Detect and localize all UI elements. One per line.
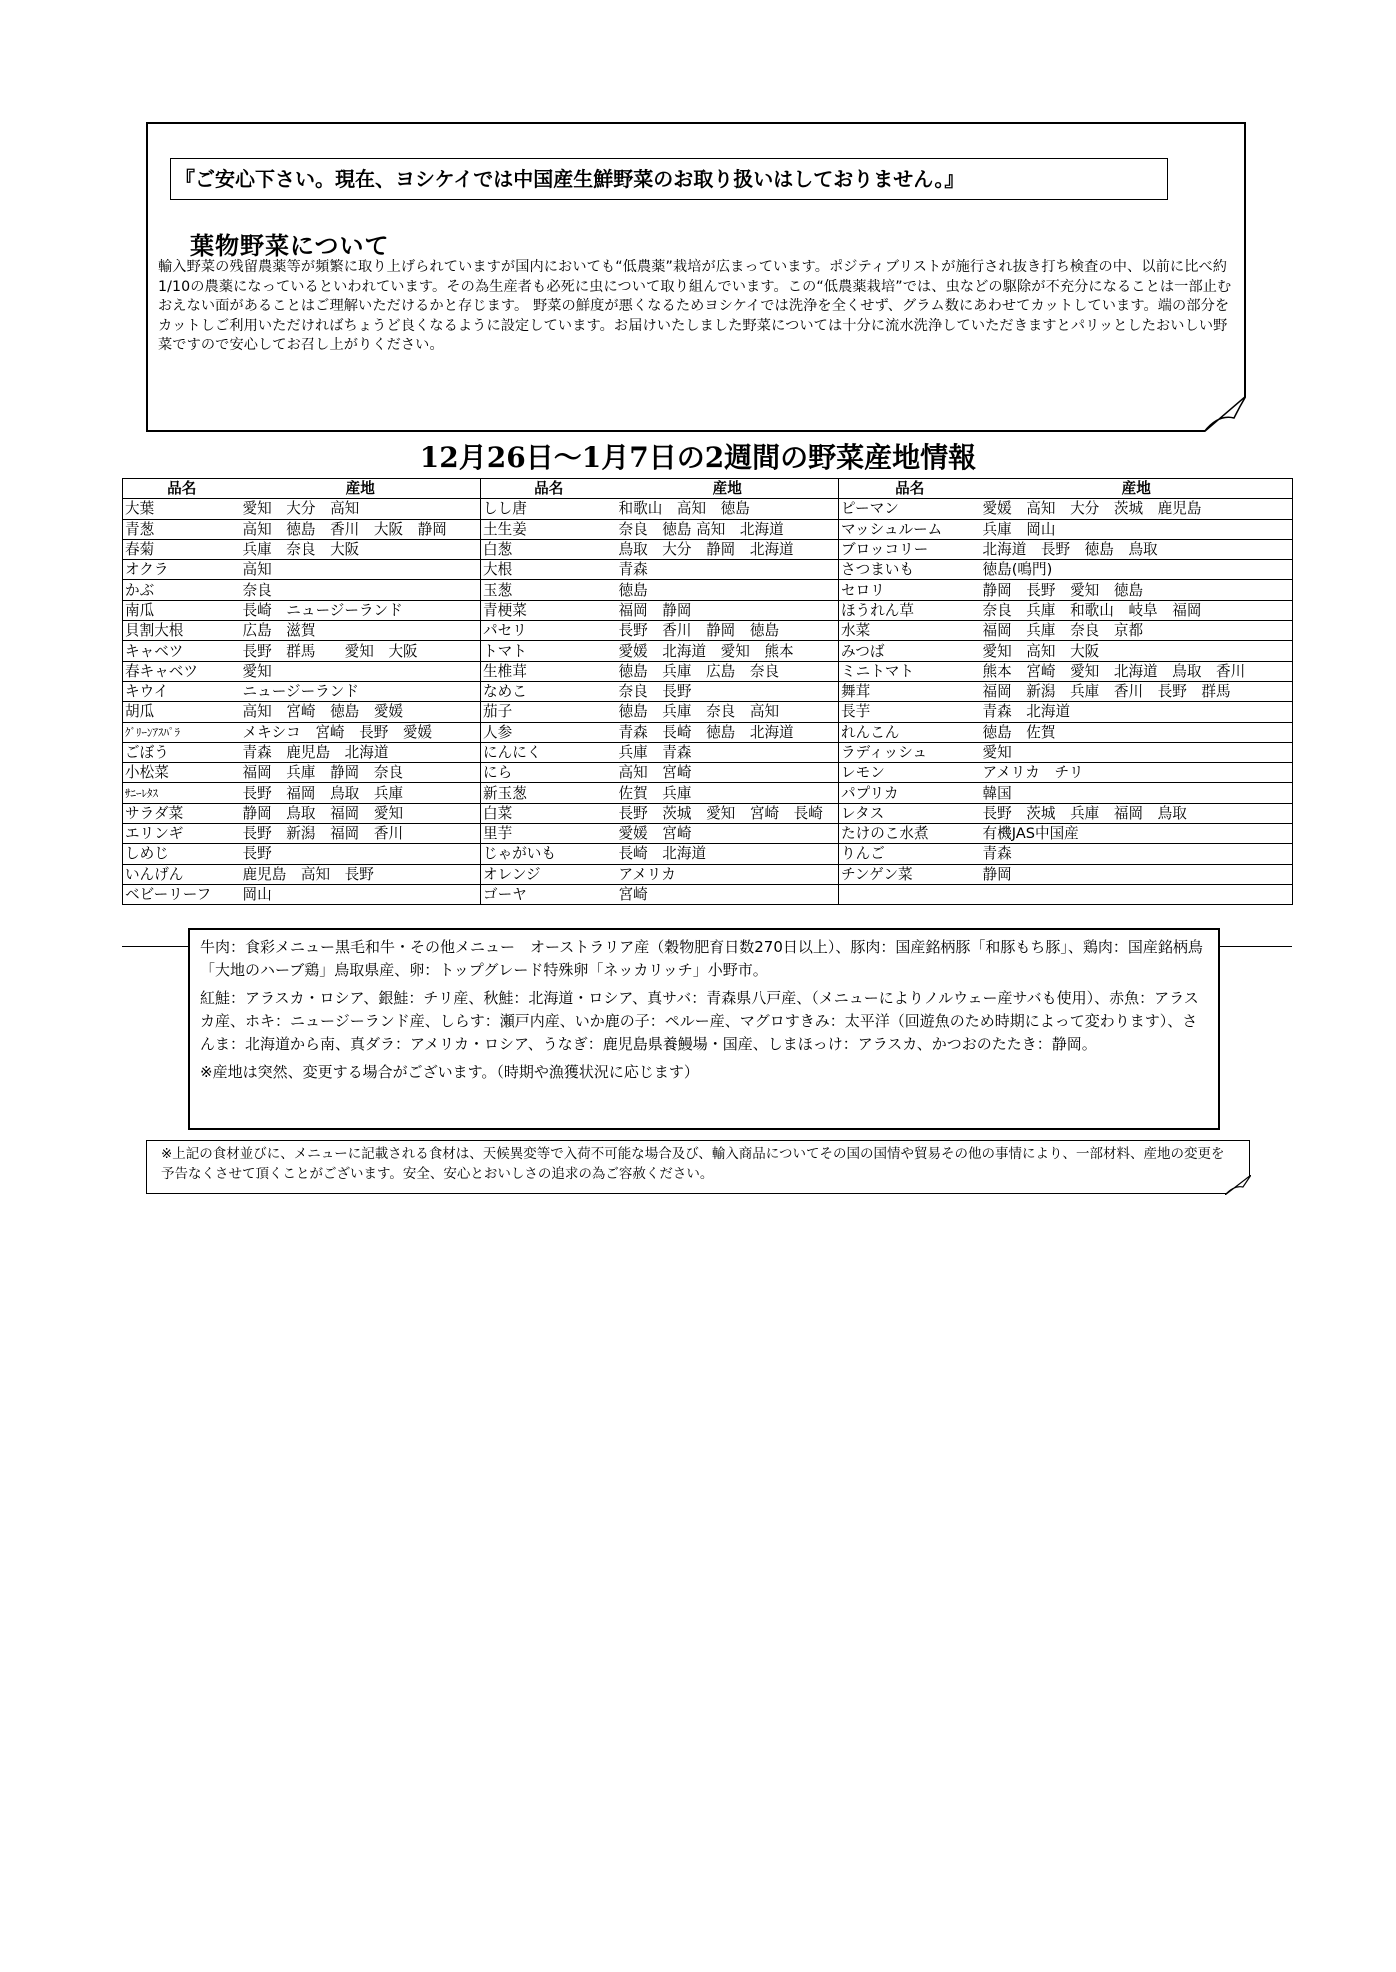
item-name-cell: レモン [839,763,981,783]
item-name-cell: さつまいも [839,560,981,580]
origin-cell: 兵庫 青森 [617,742,839,762]
origin-cell: 韓国 [981,783,1293,803]
item-name-cell: 白葱 [481,539,617,559]
footer-note-box [146,1140,1250,1194]
page-curl-icon [1225,1175,1251,1195]
item-name-cell: 貝割大根 [123,621,241,641]
item-name-cell: セロリ [839,580,981,600]
item-name-cell: エリンギ [123,824,241,844]
origin-cell: 静岡 長野 愛知 徳島 [981,580,1293,600]
origin-cell: 熊本 宮崎 愛知 北海道 鳥取 香川 [981,661,1293,681]
item-name-cell: 大根 [481,560,617,580]
origin-cell: 宮崎 [617,884,839,904]
item-name-cell: 水菜 [839,621,981,641]
origin-cell: 福岡 静岡 [617,600,839,620]
table-row [123,539,1293,559]
origin-cell: 愛知 高知 大阪 [981,641,1293,661]
item-name-cell: にら [481,763,617,783]
origin-cell: 和歌山 高知 徳島 [617,499,839,519]
origin-cell: 青森 鹿児島 北海道 [241,742,481,762]
item-name-cell: キウイ [123,681,241,701]
item-name-cell: いんげん [123,864,241,884]
item-name-cell: 小松菜 [123,763,241,783]
item-name-cell: 舞茸 [839,681,981,701]
item-name-cell: パプリカ [839,783,981,803]
item-name-cell: れんこん [839,722,981,742]
leafy-info-box [146,122,1246,432]
table-row [123,884,1293,904]
item-name-cell: しめじ [123,844,241,864]
vegetable-origin-table [122,478,1293,905]
origin-cell: 兵庫 奈良 大阪 [241,539,481,559]
item-name-cell: ミニトマト [839,661,981,681]
origin-cell: 愛媛 宮崎 [617,824,839,844]
origin-cell: 徳島 佐賀 [981,722,1293,742]
header-cell: 産地 [241,479,481,499]
origin-cell: 福岡 兵庫 静岡 奈良 [241,763,481,783]
origin-cell: 高知 [241,560,481,580]
item-name-cell: レタス [839,803,981,823]
item-name-cell: かぶ [123,580,241,600]
item-name-cell [839,884,981,904]
item-name-cell: 玉葱 [481,580,617,600]
origin-cell: 徳島 [617,580,839,600]
origin-cell: 岡山 [241,884,481,904]
origin-cell: 高知 宮崎 [617,763,839,783]
item-name-cell: にんにく [481,742,617,762]
origin-cell: 高知 徳島 香川 大阪 静岡 [241,519,481,539]
origin-cell: 奈良 徳島 高知 北海道 [617,519,839,539]
item-name-cell: ベビーリーフ [123,884,241,904]
origin-cell: 愛知 [241,661,481,681]
item-name-cell: パセリ [481,621,617,641]
item-name-cell: 白菜 [481,803,617,823]
origin-cell: 青森 [617,560,839,580]
origin-cell: 長野 群馬 愛知 大阪 [241,641,481,661]
origin-cell: 青森 [981,844,1293,864]
origin-cell [981,884,1293,904]
item-name-cell: りんご [839,844,981,864]
origin-cell: 長野 香川 静岡 徳島 [617,621,839,641]
table-row [123,824,1293,844]
item-name-cell: 青葱 [123,519,241,539]
origin-cell: 高知 宮崎 徳島 愛媛 [241,702,481,722]
leafy-heading: 葉物野菜について [190,232,390,260]
header-cell: 品名 [481,479,617,499]
origin-cell: 長崎 ニュージーランド [241,600,481,620]
origin-cell: 北海道 長野 徳島 鳥取 [981,539,1293,559]
header-cell: 産地 [617,479,839,499]
origin-cell: ニュージーランド [241,681,481,701]
table-row [123,722,1293,742]
item-name-cell: 里芋 [481,824,617,844]
origin-cell: 長野 [241,844,481,864]
item-name-cell: 大葉 [123,499,241,519]
item-name-cell: ブロッコリー [839,539,981,559]
origin-cell: 佐賀 兵庫 [617,783,839,803]
item-name-cell: たけのこ水煮 [839,824,981,844]
item-name-cell: なめこ [481,681,617,701]
origin-cell: 青森 北海道 [981,702,1293,722]
item-name-cell: 青梗菜 [481,600,617,620]
table-row [123,499,1293,519]
origin-cell: 徳島 兵庫 広島 奈良 [617,661,839,681]
item-name-cell: ｻﾆｰﾚﾀｽ [123,783,241,803]
table-row [123,661,1293,681]
origin-cell: 長野 新潟 福岡 香川 [241,824,481,844]
table-row [123,560,1293,580]
origin-cell: 徳島(鳴門) [981,560,1293,580]
header-cell: 品名 [123,479,241,499]
item-name-cell: マッシュルーム [839,519,981,539]
origin-cell: 静岡 [981,864,1293,884]
item-name-cell: 南瓜 [123,600,241,620]
item-name-cell: じゃがいも [481,844,617,864]
origin-cell: 奈良 [241,580,481,600]
item-name-cell: 胡瓜 [123,702,241,722]
item-name-cell: トマト [481,641,617,661]
table-row [123,742,1293,762]
origin-cell: 愛媛 北海道 愛知 熊本 [617,641,839,661]
origin-cell: 長野 茨城 兵庫 福岡 鳥取 [981,803,1293,823]
item-name-cell: ゴーヤ [481,884,617,904]
table-row [123,600,1293,620]
footer-note: ※上記の食材並びに、メニューに記載される食材は、天候異変等で入荷不可能な場合及び、輸入商品についてその国の国情や貿易その他の事情により、一部材料、産地の変更を予告なくさせて頂くことがございます。安全、安心とおいしさの追求の為ご容赦ください。 [161,1146,1225,1182]
item-name-cell: 春キャベツ [123,661,241,681]
item-name-cell: ほうれん草 [839,600,981,620]
item-name-cell: チンゲン菜 [839,864,981,884]
origin-cell: 奈良 長野 [617,681,839,701]
origin-cell: 奈良 兵庫 和歌山 岐阜 福岡 [981,600,1293,620]
item-name-cell: 春菊 [123,539,241,559]
item-name-cell: 生椎茸 [481,661,617,681]
item-name-cell: 土生姜 [481,519,617,539]
table-row [123,803,1293,823]
item-name-cell: しし唐 [481,499,617,519]
table-title: 12月26日～1月7日の2週間の野菜産地情報 [419,441,977,474]
origin-cell: 長野 茨城 愛知 宮崎 長崎 [617,803,839,823]
origin-cell: 長崎 北海道 [617,844,839,864]
origin-cell: メキシコ 宮崎 長野 愛媛 [241,722,481,742]
table-row [123,621,1293,641]
table-row [123,519,1293,539]
origin-cell: 長野 福岡 鳥取 兵庫 [241,783,481,803]
table-row [123,763,1293,783]
origin-cell: 愛媛 高知 大分 茨城 鹿児島 [981,499,1293,519]
origin-cell: 広島 滋賀 [241,621,481,641]
rule-left [122,946,188,947]
item-name-cell: サラダ菜 [123,803,241,823]
origin-cell: 愛知 大分 高知 [241,499,481,519]
origin-cell: 徳島 兵庫 奈良 高知 [617,702,839,722]
origin-cell: アメリカ チリ [981,763,1293,783]
origin-cell: 青森 長崎 徳島 北海道 [617,722,839,742]
table-row [123,844,1293,864]
item-name-cell: ラディッシュ [839,742,981,762]
origin-cell: 鹿児島 高知 長野 [241,864,481,884]
origin-note: ※産地は突然、変更する場合がございます。（時期や漁獲状況に応じます） [200,1063,699,1081]
item-name-cell: ピーマン [839,499,981,519]
item-name-cell: キャベツ [123,641,241,661]
item-name-cell: 茄子 [481,702,617,722]
meat-text: 牛肉：食彩メニュー黒毛和牛・その他メニュー オーストラリア産（穀物肥育日数270日以上）、豚肉：国産銘柄豚「和豚もち豚」、鶏肉：国産銘柄鳥「大地のハーブ鶏」鳥取県産、卵：トップグレード特殊卵「ネッカリッチ」小野市。 [200,938,1203,979]
origin-cell: 鳥取 大分 静岡 北海道 [617,539,839,559]
page-curl-icon [1204,396,1246,432]
fish-text: 紅鮭：アラスカ・ロシア、銀鮭：チリ産、秋鮭：北海道・ロシア、真サバ：青森県八戸産、（メニューによりノルウェー産サバも使用）、赤魚：アラスカ産、ホキ：ニュージーランド産、しらす：瀬戸内産、いか鹿の子：ペルー産、マグロすきみ：太平洋（回遊魚のため時期によって変わります）、さんま：北海道から南、真ダラ：アメリカ・ロシア、うなぎ：鹿児島県養鰻場・国産、しまほっけ：アラスカ、かつおのたたき：静岡。 [200,989,1199,1053]
table-header-row [123,479,1293,499]
header-cell: 産地 [981,479,1293,499]
origin-cell: 福岡 兵庫 奈良 京都 [981,621,1293,641]
origin-cell: 愛知 [981,742,1293,762]
table-row [123,641,1293,661]
item-name-cell: オクラ [123,560,241,580]
item-name-cell: オレンジ [481,864,617,884]
rule-right [1220,946,1292,947]
header-cell: 品名 [839,479,981,499]
table-row [123,864,1293,884]
leafy-text: 輸入野菜の残留農薬等が頻繁に取り上げられていますが国内においても“低農薬”栽培が広まっています。ポジティブリストが施行され抜き打ち検査の中、以前に比べ約1/10の農薬になっているといわれています。その為生産者も必死に虫について取り組んでいます。この“低農薬栽培”では、虫などの駆除が不充分になることは一部止むおえない面があることはご理解いただけるかと存じます。 野菜の鮮度が悪くなるためヨシケイでは洗浄を全くせず、グラム数にあわせてカットしています。端の部分をカットしご利用いただければちょうど良くなるように設定しています。お届けいたしました野菜については十分に流水洗浄していただきますとパリッとしたおいしい野菜ですので安心してお召し上がりください。 [158,259,1232,353]
origin-cell: 福岡 新潟 兵庫 香川 長野 群馬 [981,681,1293,701]
item-name-cell: 新玉葱 [481,783,617,803]
table-row [123,580,1293,600]
item-name-cell: 人参 [481,722,617,742]
table-row [123,681,1293,701]
origin-cell: 有機JAS中国産 [981,824,1293,844]
item-name-cell: ｸﾞﾘｰﾝｱｽﾊﾟﾗ [123,722,241,742]
origin-cell: 静岡 鳥取 福岡 愛知 [241,803,481,823]
origin-cell: アメリカ [617,864,839,884]
china-produce-notice: 『ご安心下さい。現在、ヨシケイでは中国産生鮮野菜のお取り扱いはしておりません。』 [170,158,1168,200]
item-name-cell: 長芋 [839,702,981,722]
origin-cell: 兵庫 岡山 [981,519,1293,539]
meat-fish-origin-box [188,928,1220,1130]
item-name-cell: みつば [839,641,981,661]
item-name-cell: ごぼう [123,742,241,762]
table-row [123,783,1293,803]
table-row [123,702,1293,722]
